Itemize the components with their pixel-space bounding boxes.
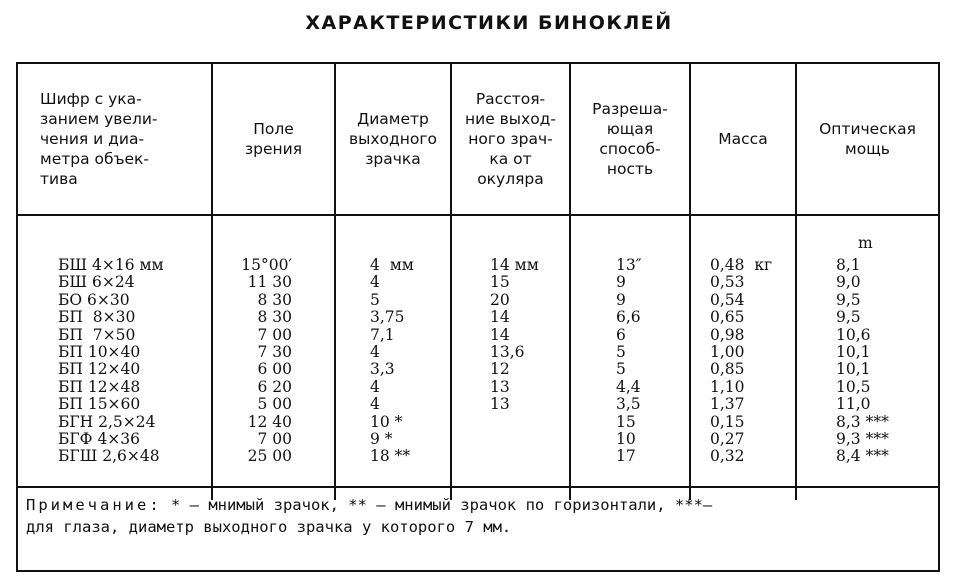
cell-power: 10,1 xyxy=(836,342,871,361)
col-code xyxy=(58,257,164,466)
footer-divider xyxy=(18,486,938,488)
page-title: ХАРАКТЕРИСТИКИ БИНОКЛЕЙ xyxy=(305,12,673,34)
header-power: Оптическая мощь xyxy=(819,120,916,158)
cell-relief: 13,6 xyxy=(490,342,525,361)
cell-relief: 15 xyxy=(490,273,510,292)
cell-pupil: 4 xyxy=(370,395,380,414)
cell-field: 12 40 xyxy=(247,412,292,431)
col-resolution xyxy=(616,257,642,466)
col-field xyxy=(228,257,292,466)
cell-relief: 20 xyxy=(490,290,510,309)
cell-relief: 13 xyxy=(490,395,510,414)
header-field: Поле зрения xyxy=(244,120,303,158)
cell-mass: 1,00 xyxy=(710,342,745,361)
cell-mass: 0,15 xyxy=(710,412,745,431)
cell-code: БП 15×60 xyxy=(58,395,141,414)
footnote-label: Примечание: xyxy=(26,496,162,514)
cell-code: БШ 4×16 мм xyxy=(58,256,164,274)
cell-code: БП 10×40 xyxy=(58,342,141,361)
cell-pupil: 3,75 xyxy=(370,308,405,327)
cell-code: БП 7×50 xyxy=(58,325,136,344)
cell-pupil: 7,1 xyxy=(370,325,395,344)
cell-mass: 0,85 xyxy=(710,360,745,379)
cell-pupil: 4 мм xyxy=(370,256,414,274)
cell-relief xyxy=(490,431,539,448)
cell-code: БГФ 4×36 xyxy=(58,429,141,448)
cell-relief: 12 xyxy=(490,360,510,379)
cell-pupil: 4 xyxy=(370,377,380,396)
cell-pupil: 3,3 xyxy=(370,360,395,379)
cell-power: 8,3 *** xyxy=(836,412,889,431)
cell-mass: 0,32 xyxy=(710,447,745,466)
cell-power: 9,5 xyxy=(836,308,861,327)
col-mass xyxy=(710,257,772,466)
cell-relief: 14 мм xyxy=(490,256,539,274)
header-mass: Масса xyxy=(718,130,768,148)
footnote-text-1: * — мнимый зрачок, ** — мнимый зрачок по горизонтали, ***— xyxy=(161,496,713,514)
cell-resolution: 15 xyxy=(616,412,636,431)
cell-relief xyxy=(490,448,539,465)
cell-resolution: 6 xyxy=(616,325,626,344)
cell-power: 9,0 xyxy=(836,273,861,292)
footnote-line-1 xyxy=(26,494,926,516)
power-unit: m xyxy=(858,234,873,252)
cell-pupil: 4 xyxy=(370,273,380,292)
cell-code: БП 12×48 xyxy=(58,377,141,396)
cell-mass: 0,53 xyxy=(710,273,745,292)
cell-field: 8 30 xyxy=(257,290,292,309)
cell-field: 11 30 xyxy=(247,273,292,292)
cell-code: БШ 6×24 xyxy=(58,273,135,292)
cell-pupil: 4 xyxy=(370,342,380,361)
cell-relief: 14 xyxy=(490,325,510,344)
cell-resolution: 13″ xyxy=(616,256,642,274)
cell-pupil: 5 xyxy=(370,290,380,309)
cell-relief: 14 xyxy=(490,308,510,327)
cell-code: БГШ 2,6×48 xyxy=(58,447,160,466)
footnote-line-2: для глаза, диаметр выходного зрачка у которого 7 мм. xyxy=(26,518,512,536)
cell-resolution: 10 xyxy=(616,429,636,448)
cell-field: 8 30 xyxy=(257,308,292,327)
header-pupil: Диаметр выходного зрачка xyxy=(349,110,437,168)
col-relief xyxy=(490,257,539,466)
cell-field: 7 00 xyxy=(257,325,292,344)
cell-power: 10,5 xyxy=(836,377,871,396)
cell-power: 11,0 xyxy=(836,395,871,414)
header-code: Шифр с ука- занием увели- чения и диа- метра объек- тива xyxy=(40,90,158,188)
header-divider xyxy=(18,214,938,216)
cell-pupil: 18 ** xyxy=(370,447,411,466)
cell-pupil: 9 * xyxy=(370,429,393,448)
header-resolution: Разреша- ющая способ- ность xyxy=(592,100,668,178)
cell-resolution: 5 xyxy=(616,342,626,361)
cell-mass: 0,27 xyxy=(710,429,745,448)
cell-resolution: 6,6 xyxy=(616,308,641,327)
cell-code: БГН 2,5×24 xyxy=(58,412,156,431)
cell-code: БО 6×30 xyxy=(58,290,130,309)
cell-code: БП 12×40 xyxy=(58,360,141,379)
cell-power: 8,4 *** xyxy=(836,447,889,466)
cell-field: 7 00 xyxy=(257,429,292,448)
col-power xyxy=(836,257,889,466)
cell-field: 7 30 xyxy=(257,342,292,361)
cell-mass: 0,54 xyxy=(710,290,745,309)
cell-field: 15°00′ xyxy=(241,256,292,274)
cell-field: 25 00 xyxy=(247,447,292,466)
cell-pupil: 10 * xyxy=(370,412,403,431)
cell-power: 10,1 xyxy=(836,360,871,379)
cell-mass: 1,10 xyxy=(710,377,745,396)
cell-power: 10,6 xyxy=(836,325,871,344)
cell-mass: 0,65 xyxy=(710,308,745,327)
cell-resolution: 4,4 xyxy=(616,377,641,396)
cell-mass: 0,98 xyxy=(710,325,745,344)
cell-resolution: 3,5 xyxy=(616,395,641,414)
col-pupil xyxy=(370,257,414,466)
cell-code: БП 8×30 xyxy=(58,308,136,327)
footnote xyxy=(26,494,926,538)
cell-mass: 0,48 кг xyxy=(710,256,773,274)
cell-resolution: 17 xyxy=(616,447,636,466)
cell-field: 6 20 xyxy=(257,377,292,396)
cell-resolution: 9 xyxy=(616,273,626,292)
cell-relief: 13 xyxy=(490,377,510,396)
cell-power: 9,3 *** xyxy=(836,429,889,448)
cell-resolution: 5 xyxy=(616,360,626,379)
cell-mass: 1,37 xyxy=(710,395,745,414)
cell-resolution: 9 xyxy=(616,290,626,309)
header-relief: Расстоя- ние выход- ного зрач- ка от окуляра xyxy=(464,90,556,188)
cell-power: 8,1 xyxy=(836,256,861,274)
cell-field: 5 00 xyxy=(257,395,292,414)
cell-relief xyxy=(490,414,539,431)
cell-field: 6 00 xyxy=(257,360,292,379)
cell-power: 9,5 xyxy=(836,290,861,309)
